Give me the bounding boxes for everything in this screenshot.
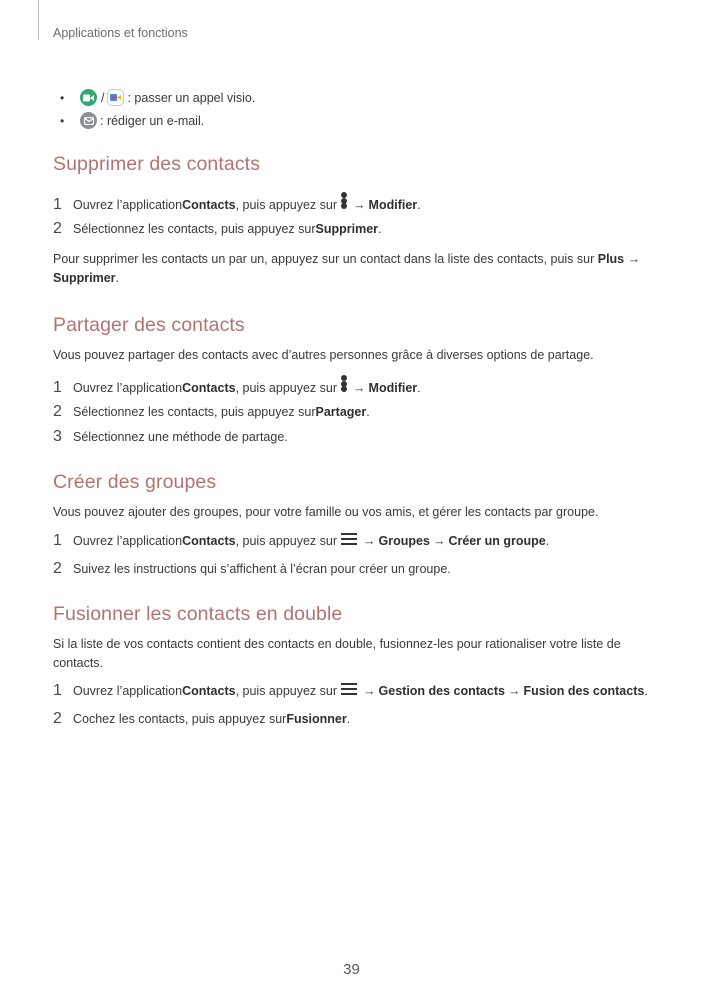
header-rule (38, 0, 39, 40)
more-options-icon (340, 192, 348, 209)
punctuation: . (545, 534, 550, 548)
step-merge-1 (53, 682, 648, 700)
step-number: 1 (53, 682, 62, 699)
menu-icon (341, 533, 357, 545)
arrow: → (432, 534, 446, 548)
step-groups-1 (53, 532, 549, 550)
step-share-1 (53, 375, 421, 397)
step-text: Ouvrez l’application (73, 534, 183, 548)
list-item (60, 86, 660, 109)
section-title-share: Partager des contacts (53, 314, 245, 336)
bullet-dot: • (60, 113, 65, 128)
menu-option: Groupes (378, 534, 430, 548)
button-name: Fusionner (286, 712, 347, 726)
button-name: Supprimer (315, 222, 379, 236)
menu-option: Gestion des contacts (378, 684, 505, 698)
share-intro: Vous pouvez partager des contacts avec d’autres personnes grâce à diverses options de partage. (53, 348, 594, 362)
arrow: → (353, 198, 366, 212)
step-number: 1 (53, 379, 62, 396)
step-text: , puis appuyez sur (235, 381, 338, 395)
arrow: → (507, 684, 521, 698)
section-title-delete: Supprimer des contacts (53, 153, 261, 175)
step-number: 2 (53, 220, 62, 237)
menu-option: Supprimer (53, 271, 116, 285)
app-name: Contacts (182, 198, 236, 212)
list-item (60, 109, 660, 132)
icon-separator: / (101, 90, 105, 105)
arrow: → (353, 381, 366, 395)
video-call-icon (80, 89, 97, 106)
step-text: Cochez les contacts, puis appuyez sur (73, 712, 287, 726)
email-app-icon (80, 112, 97, 129)
arrow: → (627, 252, 641, 266)
step-text: , puis appuyez sur (235, 198, 338, 212)
step-text: Suivez les instructions qui s’affichent à l’écran pour créer un groupe. (73, 562, 451, 576)
bullet-list (60, 86, 660, 132)
bullet-text: : rédiger un e-mail. (100, 113, 205, 128)
step-text: Ouvrez l’application (73, 381, 183, 395)
step-number: 3 (53, 428, 62, 445)
punctuation: . (346, 712, 351, 726)
section-title-merge: Fusionner les contacts en double (53, 603, 343, 625)
arrow: → (363, 534, 376, 548)
step-text: Ouvrez l’application (73, 198, 183, 212)
step-merge-2 (53, 710, 350, 728)
bullet-text: : passer un appel visio. (127, 90, 256, 105)
menu-option: Créer un groupe (448, 534, 546, 548)
groups-intro: Vous pouvez ajouter des groupes, pour votre famille ou vos amis, et gérer les contacts par groupe. (53, 505, 599, 519)
step-share-3 (53, 428, 288, 446)
app-name: Contacts (182, 381, 236, 395)
menu-option: Plus (597, 252, 625, 266)
punctuation: . (417, 198, 421, 212)
punctuation: . (115, 271, 119, 285)
section-title-groups: Créer des groupes (53, 471, 217, 493)
menu-icon (341, 683, 357, 695)
app-name: Contacts (182, 534, 236, 548)
button-name: Partager (315, 405, 367, 419)
step-number: 1 (53, 532, 62, 549)
arrow: → (363, 684, 376, 698)
step-delete-2 (53, 220, 382, 238)
merge-intro: Si la liste de vos contacts contient des contacts en double, fusionnez-les pour rationaliser votre liste de contacts. (53, 637, 621, 670)
menu-option: Modifier (368, 381, 418, 395)
step-delete-1 (53, 192, 421, 214)
step-share-2 (53, 403, 370, 421)
punctuation: . (644, 684, 648, 698)
step-text: , puis appuyez sur (235, 534, 338, 548)
step-text: Sélectionnez une méthode de partage. (73, 430, 288, 444)
punctuation: . (366, 405, 370, 419)
bullet-dot: • (60, 90, 65, 105)
step-text: Ouvrez l’application (73, 684, 183, 698)
step-text: , puis appuyez sur (235, 684, 338, 698)
app-name: Contacts (182, 684, 236, 698)
step-number: 2 (53, 403, 62, 420)
running-head: Applications et fonctions (53, 26, 188, 40)
punctuation: . (378, 222, 382, 236)
step-groups-2 (53, 560, 451, 578)
page-number: 39 (343, 961, 360, 978)
duo-app-icon (107, 89, 124, 106)
more-options-icon (340, 375, 348, 392)
delete-note (53, 250, 643, 288)
step-number: 1 (53, 196, 62, 213)
step-number: 2 (53, 710, 62, 727)
punctuation: . (417, 381, 421, 395)
menu-option: Fusion des contacts (523, 684, 645, 698)
step-text: Sélectionnez les contacts, puis appuyez sur (73, 405, 316, 419)
step-text: Sélectionnez les contacts, puis appuyez sur (73, 222, 316, 236)
menu-option: Modifier (368, 198, 418, 212)
step-number: 2 (53, 560, 62, 577)
note-text: Pour supprimer les contacts un par un, appuyez sur un contact dans la liste des contacts, puis sur (53, 252, 598, 266)
